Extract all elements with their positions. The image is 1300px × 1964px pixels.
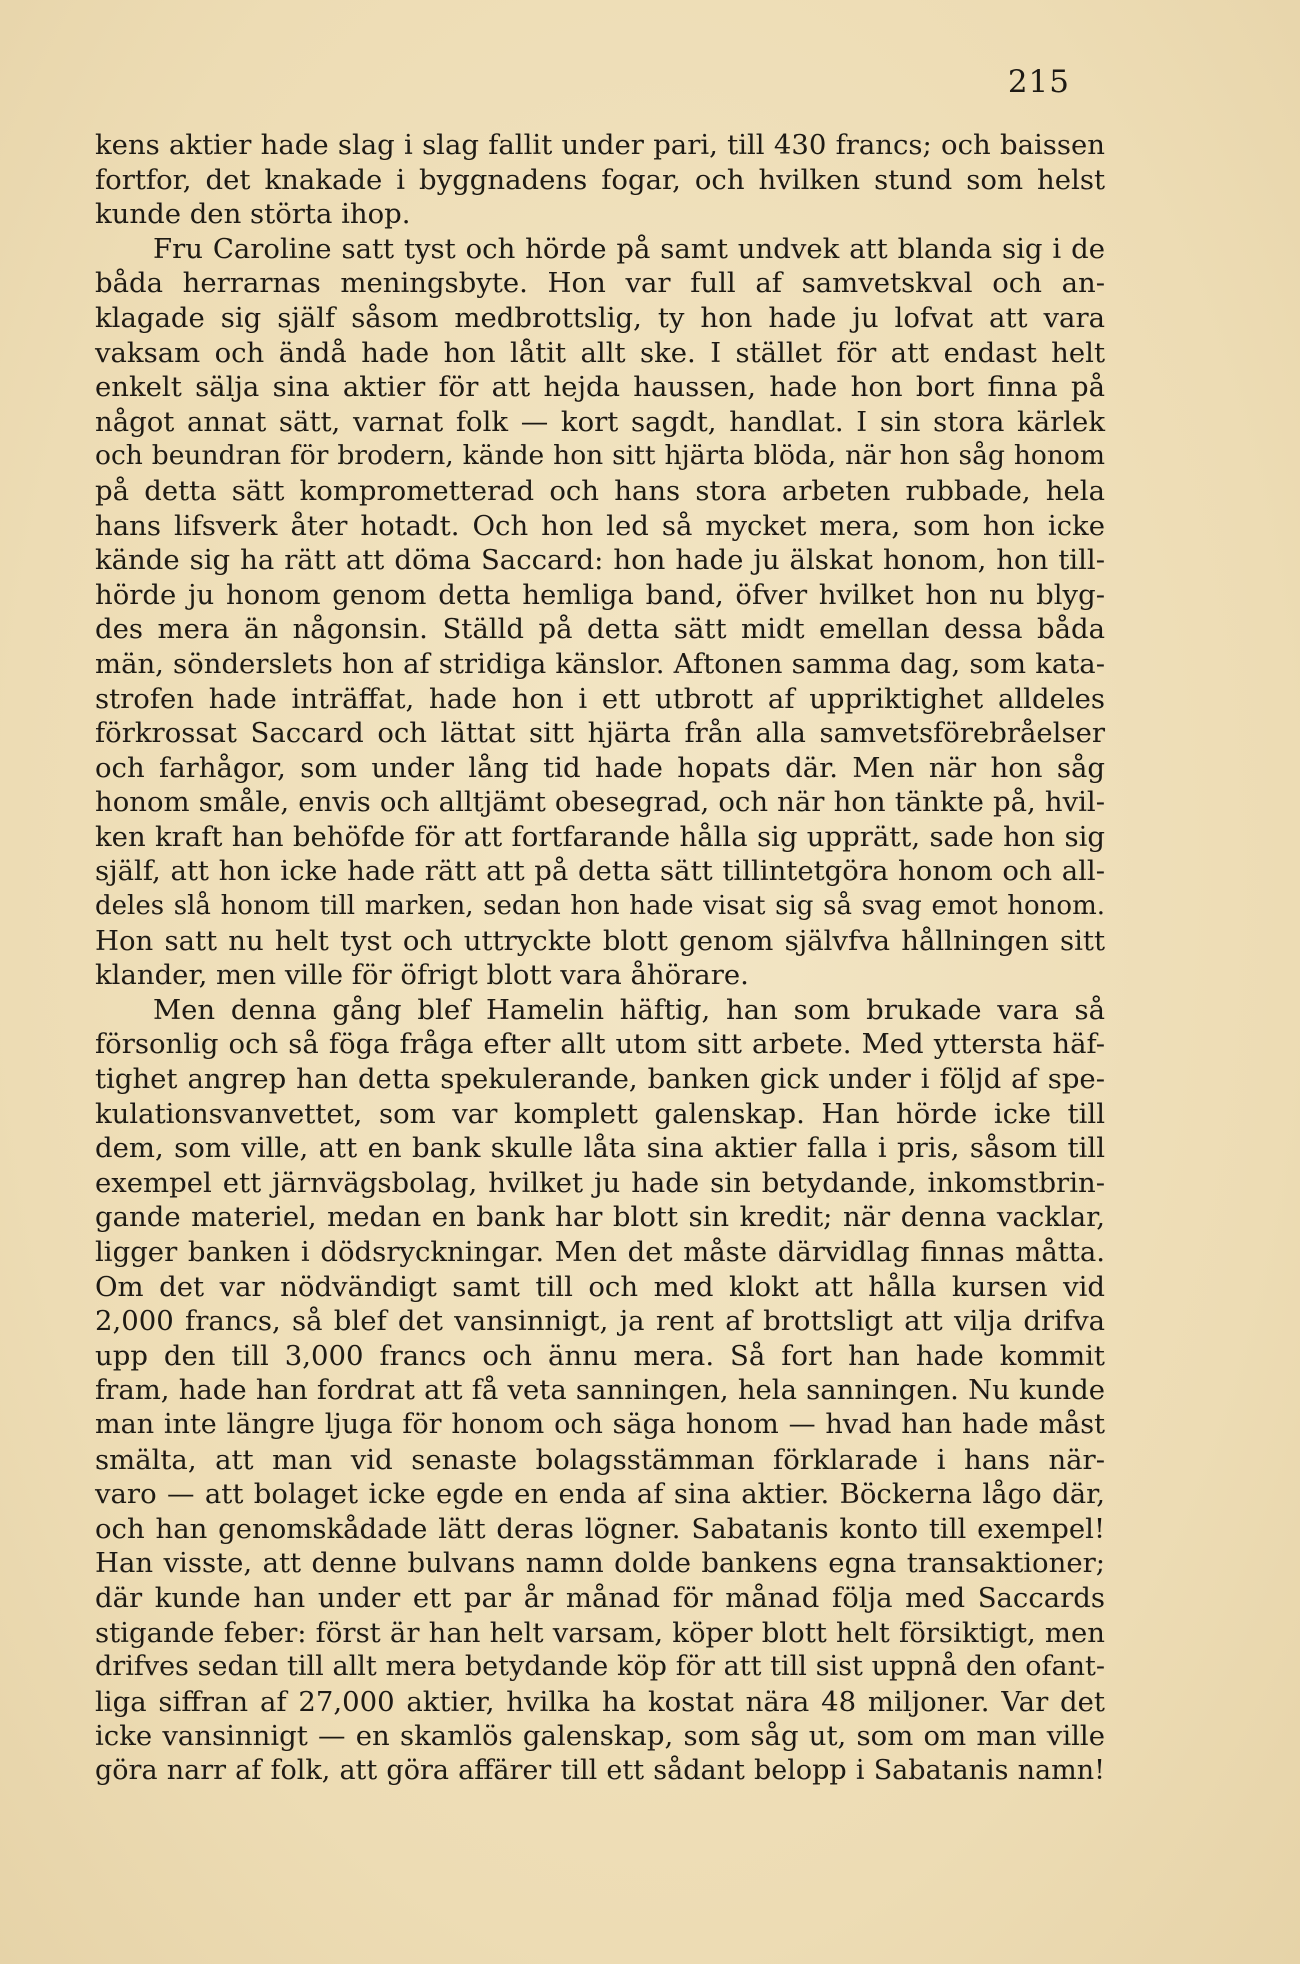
text-line: icke vansinnigt — en skamlös galenskap, som såg ut, som om man ville [95, 1720, 1105, 1753]
text-line: Fru Caroline satt tyst och hörde på samt undvek att blanda sig i de [153, 232, 1105, 265]
text-line: Om det var nödvändigt samt till och med klokt att hålla kursen vid [95, 1270, 1105, 1303]
text-line: fortfor, det knakade i byggnadens fogar, och hvilken stund som helst [95, 163, 1105, 196]
text-line: enkelt sälja sina aktier för att hejda haussen, hade hon bort finna på [95, 371, 1105, 404]
text-line: kulationsvanvettet, som var komplett galenskap. Han hörde icke till [95, 1097, 1105, 1130]
text-line: där kunde han under ett par år månad för månad följa med Saccards [95, 1581, 1105, 1614]
text-line: upp den till 3,000 francs och ännu mera. Så fort han hade kommit [95, 1339, 1105, 1372]
text-line: Men denna gång blef Hamelin häftig, han som brukade vara så [153, 993, 1105, 1026]
text-line: något annat sätt, varnat folk — kort sagdt, handlat. I sin stora kärlek [95, 405, 1105, 438]
text-line: smälta, att man vid senaste bolagsstämman förklarade i hans när- [95, 1443, 1105, 1476]
text-line: strofen hade inträffat, hade hon i ett utbrott af uppriktighet alldeles [95, 682, 1105, 715]
text-line: kens aktier hade slag i slag fallit under pari, till 430 francs; och baissen [95, 129, 1105, 161]
text-line: des mera än någonsin. Ställd på detta sätt midt emellan dessa båda [95, 613, 1105, 646]
text-line: på detta sätt komprometterad och hans stora arbeten rubbade, hela [95, 474, 1105, 507]
text-line: dem, som ville, att en bank skulle låta sina aktier falla i pris, såsom till [95, 1132, 1105, 1165]
text-line: själf, att hon icke hade rätt att på detta sätt tillintetgöra honom och all- [95, 855, 1105, 888]
text-line: kände sig ha rätt att döma Saccard: hon hade ju älskat honom, hon till- [95, 544, 1105, 577]
text-line: liga siffran af 27,000 aktier, hvilka ha kostat nära 48 miljoner. Var det [95, 1685, 1105, 1718]
text-line: hörde ju honom genom detta hemliga band, öfver hvilket hon nu blyg- [95, 578, 1105, 611]
text-line: gande materiel, medan en bank har blott sin kredit; när denna vacklar, [95, 1201, 1105, 1234]
text-line: vaksam och ändå hade hon låtit allt ske. I stället för att endast helt [95, 336, 1105, 369]
text-line: hans lifsverk åter hotadt. Och hon led så mycket mera, som hon icke [95, 509, 1105, 542]
text-line: män, sönderslets hon af stridiga känslor. Aftonen samma dag, som kata- [95, 647, 1105, 680]
text-line: förkrossat Saccard och lättat sitt hjärta från alla samvetsförebråelser [95, 717, 1105, 750]
text-line: och han genomskådade lätt deras lögner. Sabatanis konto till exempel! [95, 1512, 1105, 1545]
text-line: försonlig och så föga fråga efter allt utom sitt arbete. Med yttersta häf- [95, 1028, 1105, 1061]
text-line: klagade sig själf såsom medbrottslig, ty hon hade ju lofvat att vara [95, 301, 1105, 334]
text-line: man inte längre ljuga för honom och säga honom — hvad han hade måst [95, 1408, 1105, 1440]
text-line: exempel ett järnvägsbolag, hvilket ju hade sin betydande, inkomstbrin- [95, 1166, 1105, 1199]
text-line: båda herrarnas meningsbyte. Hon var full af samvetskval och an- [95, 267, 1105, 300]
body-text [95, 128, 1105, 1789]
text-line: 2,000 francs, så blef det vansinnigt, ja rent af brottsligt att vilja drifva [95, 1305, 1105, 1338]
text-line: Hon satt nu helt tyst och uttryckte blott genom självfva hållningen sitt [95, 924, 1105, 957]
text-line: fram, hade han fordrat att få veta sanningen, hela sanningen. Nu kunde [95, 1374, 1105, 1407]
text-line: ligger banken i dödsryckningar. Men det måste därvidlag finnas måtta. [95, 1236, 1105, 1268]
text-line: och farhågor, som under lång tid hade hopats där. Men när hon såg [95, 751, 1105, 784]
text-line: varo — att bolaget icke egde en enda af sina aktier. Böckerna lågo där, [95, 1478, 1105, 1511]
text-line: tighet angrep han detta spekulerande, banken gick under i följd af spe- [95, 1063, 1105, 1096]
text-line: stigande feber: först är han helt varsam, köper blott helt försiktigt, men [95, 1616, 1105, 1649]
text-line: drifves sedan till allt mera betydande köp för att till sist uppnå den ofant- [95, 1651, 1105, 1683]
text-line: ken kraft han behöfde för att fortfarande hålla sig upprätt, sade hon sig [95, 820, 1105, 853]
text-line: göra narr af folk, att göra affärer till ett sådant belopp i Sabatanis namn! [95, 1754, 1105, 1786]
text-line: Han visste, att denne bulvans namn dolde bankens egna transaktioner; [95, 1547, 1105, 1580]
text-line: klander, men ville för öfrigt blott vara åhörare. [95, 959, 749, 992]
text-line: kunde den störta ihop. [95, 198, 411, 231]
text-line: honom småle, envis och alltjämt obesegrad, och när hon tänkte på, hvil- [95, 786, 1105, 819]
page-number: 215 [1007, 64, 1070, 100]
text-line: deles slå honom till marken, sedan hon hade visat sig så svag emot honom. [95, 891, 1105, 922]
text-line: och beundran för brodern, kände hon sitt hjärta blöda, när hon såg honom [95, 440, 1105, 472]
